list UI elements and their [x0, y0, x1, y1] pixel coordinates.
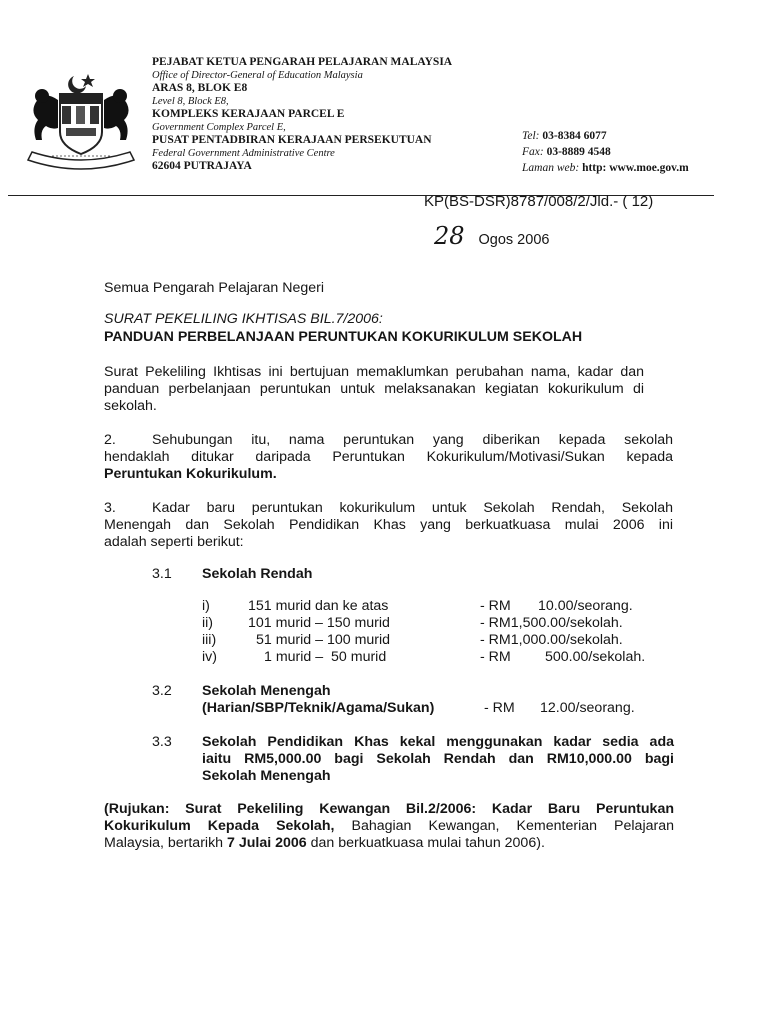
para2-line-3: Peruntukan Kokurikulum.	[104, 466, 277, 482]
section-3-3-line-2: iaitu RM5,000.00 bagi Sekolah Rendah dan RM10,000.00 bagi	[202, 751, 674, 767]
reference-note-line-3	[104, 835, 545, 852]
letter-date	[434, 222, 549, 250]
tel-line	[522, 130, 607, 142]
row-rm: - RM	[480, 598, 511, 614]
row-rm: - RM1,000.00/sekolah.	[480, 632, 623, 648]
row-roman: ii)	[202, 615, 214, 631]
row-roman: iii)	[202, 632, 217, 648]
section-3-3-number: 3.3	[152, 734, 172, 750]
reference-note-rest: Bahagian Kewangan, Kementerian Pelajaran	[334, 818, 674, 834]
reference-number: KP(BS-DSR)8787/008/2/Jld.- ( 12)	[424, 193, 654, 210]
web-label: Laman web:	[522, 162, 580, 174]
address-postcode: 62604 PUTRAJAYA	[152, 160, 252, 172]
address-complex-en: Government Complex Parcel E,	[152, 122, 286, 133]
address-complex: KOMPLEKS KERAJAAN PARCEL E	[152, 108, 345, 120]
section-3-3-line-1: Sekolah Pendidikan Khas kekal menggunakan kadar sedia ada	[202, 734, 674, 750]
tel-value: 03-8384 6077	[542, 130, 607, 142]
circular-number: SURAT PEKELILING IKHTISAS BIL.7/2006:	[104, 311, 383, 327]
ministry-name-en: Office of Director-General of Education Malaysia	[152, 70, 363, 81]
fax-value: 03-8889 4548	[546, 146, 611, 158]
row-desc: 51 murid – 100 murid	[256, 632, 391, 648]
section-3-2-amount: 12.00/seorang.	[540, 700, 635, 716]
row-amount: 10.00/seorang.	[538, 598, 633, 614]
row-amount: 500.00/sekolah.	[545, 649, 646, 665]
section-3-2-rm: - RM	[484, 700, 515, 716]
address-level: ARAS 8, BLOK E8	[152, 82, 248, 94]
reference-note-line-1: (Rujukan: Surat Pekeliling Kewangan Bil.2/2006: Kadar Baru Peruntukan	[104, 801, 674, 817]
para3-number: 3.	[104, 500, 116, 516]
coat-of-arms-logo	[22, 70, 140, 170]
row-roman: iv)	[202, 649, 217, 665]
fax-line	[522, 146, 611, 158]
reference-note-prefix: Malaysia, bertarikh	[104, 835, 228, 851]
recipient: Semua Pengarah Pelajaran Negeri	[104, 280, 325, 296]
reference-note-bold: Kokurikulum Kepada Sekolah,	[104, 818, 335, 834]
section-3-2-title: Sekolah Menengah	[202, 683, 331, 699]
address-level-en: Level 8, Block E8,	[152, 96, 229, 107]
para2-line-1: Sehubungan itu, nama peruntukan yang diberikan kepada sekolah	[152, 432, 673, 448]
reference-note-suffix: dan berkuatkuasa mulai tahun 2006).	[306, 835, 545, 851]
intro-line-1: Surat Pekeliling Ikhtisas ini bertujuan memaklumkan perubahan nama, kadar dan	[104, 364, 644, 380]
section-3-1-title: Sekolah Rendah	[202, 566, 313, 582]
para2-number: 2.	[104, 432, 116, 448]
para3-line-2: Menengah dan Sekolah Pendidikan Khas yang berkuatkuasa mulai 2006 ini	[104, 517, 673, 533]
para2-line-2: hendaklah ditukar daripada Peruntukan Kokurikulum/Motivasi/Sukan kepada	[104, 449, 673, 465]
circular-subject: PANDUAN PERBELANJAAN PERUNTUKAN KOKURIKULUM SEKOLAH	[104, 329, 583, 345]
address-centre: PUSAT PENTADBIRAN KERAJAAN PERSEKUTUAN	[152, 134, 432, 146]
ministry-name: PEJABAT KETUA PENGARAH PELAJARAN MALAYSIA	[152, 56, 453, 68]
reference-note-line-2	[104, 818, 674, 835]
fax-label: Fax:	[522, 146, 544, 158]
row-roman: i)	[202, 598, 210, 614]
row-rm: - RM1,500.00/sekolah.	[480, 615, 623, 631]
para3-line-3: adalah seperti berikut:	[104, 534, 244, 550]
section-3-3-line-3: Sekolah Menengah	[202, 768, 331, 784]
intro-line-3: sekolah.	[104, 398, 157, 414]
row-desc: 151 murid dan ke atas	[248, 598, 389, 614]
section-3-1-number: 3.1	[152, 566, 172, 582]
date-day: 28	[434, 222, 465, 250]
row-rm: - RM	[480, 649, 511, 665]
section-3-2-number: 3.2	[152, 683, 172, 699]
row-desc: 101 murid – 150 murid	[248, 615, 390, 631]
para3-line-1: Kadar baru peruntukan kokurikulum untuk Sekolah Rendah, Sekolah	[152, 500, 673, 516]
row-desc: 1 murid – 50 murid	[264, 649, 387, 665]
web-value: http: www.moe.gov.m	[582, 162, 689, 174]
web-line	[522, 162, 689, 174]
section-3-2-types: (Harian/SBP/Teknik/Agama/Sukan)	[202, 700, 435, 716]
tel-label: Tel:	[522, 130, 540, 142]
address-centre-en: Federal Government Administrative Centre	[152, 148, 335, 159]
intro-line-2: panduan perbelanjaan peruntukan untuk melaksanakan kegiatan kokurikulum di	[104, 381, 644, 397]
date-month-year: Ogos 2006	[478, 232, 550, 248]
reference-note-date: 7 Julai 2006	[227, 835, 307, 851]
